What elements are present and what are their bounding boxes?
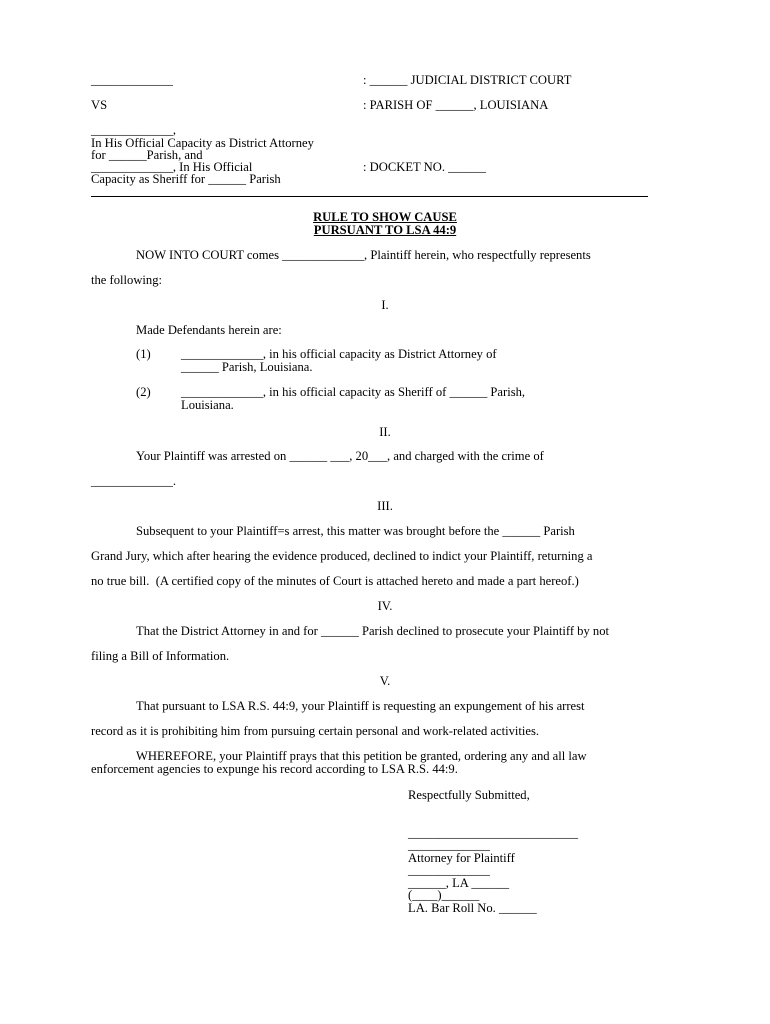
plaintiff-name-blank: _____________ bbox=[91, 73, 173, 87]
list-item-text: _____________, in his official capacity as District Attorney of bbox=[181, 347, 497, 361]
wherefore-paragraph-line: enforcement agencies to expunge his record according to LSA R.S. 44:9. bbox=[91, 762, 458, 776]
closing-salutation: Respectfully Submitted, bbox=[408, 788, 530, 802]
intro-paragraph-line: the following: bbox=[91, 273, 163, 287]
intro-paragraph-line: NOW INTO COURT comes _____________, Plaintiff herein, who respectfully represents bbox=[136, 248, 591, 262]
signature-line: ___________________________ bbox=[408, 826, 579, 840]
section-number-4: IV. bbox=[377, 599, 393, 613]
section-number-3: III. bbox=[377, 499, 393, 513]
request-paragraph-line: That pursuant to LSA R.S. 44:9, your Plaintiff is requesting an expungement of his arrest bbox=[136, 699, 585, 713]
versus-label: VS bbox=[91, 98, 108, 112]
section-number-1: I. bbox=[381, 298, 389, 312]
defendant-caption-line: _____________, In His Official bbox=[91, 160, 253, 174]
phone-number: (____)______ bbox=[408, 888, 480, 902]
list-item-text: Louisiana. bbox=[181, 398, 234, 412]
da-paragraph-line: That the District Attorney in and for ______ Parish declined to prosecute your Plaintiff by not bbox=[136, 624, 609, 638]
wherefore-paragraph-line: WHEREFORE, your Plaintiff prays that this petition be granted, ordering any and all law bbox=[136, 749, 587, 763]
parish-heading: : PARISH OF ______, LOUISIANA bbox=[363, 98, 549, 112]
da-paragraph-line: filing a Bill of Information. bbox=[91, 649, 230, 663]
arrest-paragraph-line: _____________. bbox=[91, 474, 177, 488]
list-item-text: ______ Parish, Louisiana. bbox=[181, 360, 313, 374]
defendant-caption-line: _____________, bbox=[91, 123, 177, 137]
section-number-2: II. bbox=[379, 425, 391, 439]
defendant-caption-line: for ______Parish, and bbox=[91, 148, 203, 162]
defendants-intro: Made Defendants herein are: bbox=[136, 323, 282, 337]
document-title: RULE TO SHOW CAUSE bbox=[313, 210, 457, 224]
arrest-paragraph-line: Your Plaintiff was arrested on ______ ___, 20___, and charged with the crime of bbox=[136, 449, 544, 463]
bar-roll-number: LA. Bar Roll No. ______ bbox=[408, 901, 537, 915]
attorney-role: Attorney for Plaintiff bbox=[408, 851, 515, 865]
request-paragraph-line: record as it is prohibiting him from pursuing certain personal and work-related activities. bbox=[91, 724, 540, 738]
grand-jury-paragraph-line: Grand Jury, which after hearing the evidence produced, declined to indict your Plaintiff, returning a bbox=[91, 549, 593, 563]
document-subtitle: PURSUANT TO LSA 44:9 bbox=[313, 223, 457, 237]
attorney-name-blank: _____________ bbox=[408, 838, 490, 852]
address-blank: _____________ bbox=[408, 863, 490, 877]
court-heading: : ______ JUDICIAL DISTRICT COURT bbox=[363, 73, 572, 87]
list-item-number: (1) bbox=[136, 347, 151, 361]
docket-number: : DOCKET NO. ______ bbox=[363, 160, 486, 174]
grand-jury-paragraph-line: Subsequent to your Plaintiff=s arrest, this matter was brought before the ______ Parish bbox=[136, 524, 575, 538]
caption-divider bbox=[91, 196, 648, 197]
section-number-5: V. bbox=[379, 674, 391, 688]
grand-jury-paragraph-line: no true bill. (A certified copy of the minutes of Court is attached hereto and made a part hereof.) bbox=[91, 574, 579, 588]
defendant-caption-line: Capacity as Sheriff for ______ Parish bbox=[91, 172, 281, 186]
city-state-zip: ______, LA ______ bbox=[408, 876, 510, 890]
defendant-caption-line: In His Official Capacity as District Attorney bbox=[91, 136, 314, 150]
list-item-number: (2) bbox=[136, 385, 151, 399]
list-item-text: _____________, in his official capacity as Sheriff of ______ Parish, bbox=[181, 385, 526, 399]
